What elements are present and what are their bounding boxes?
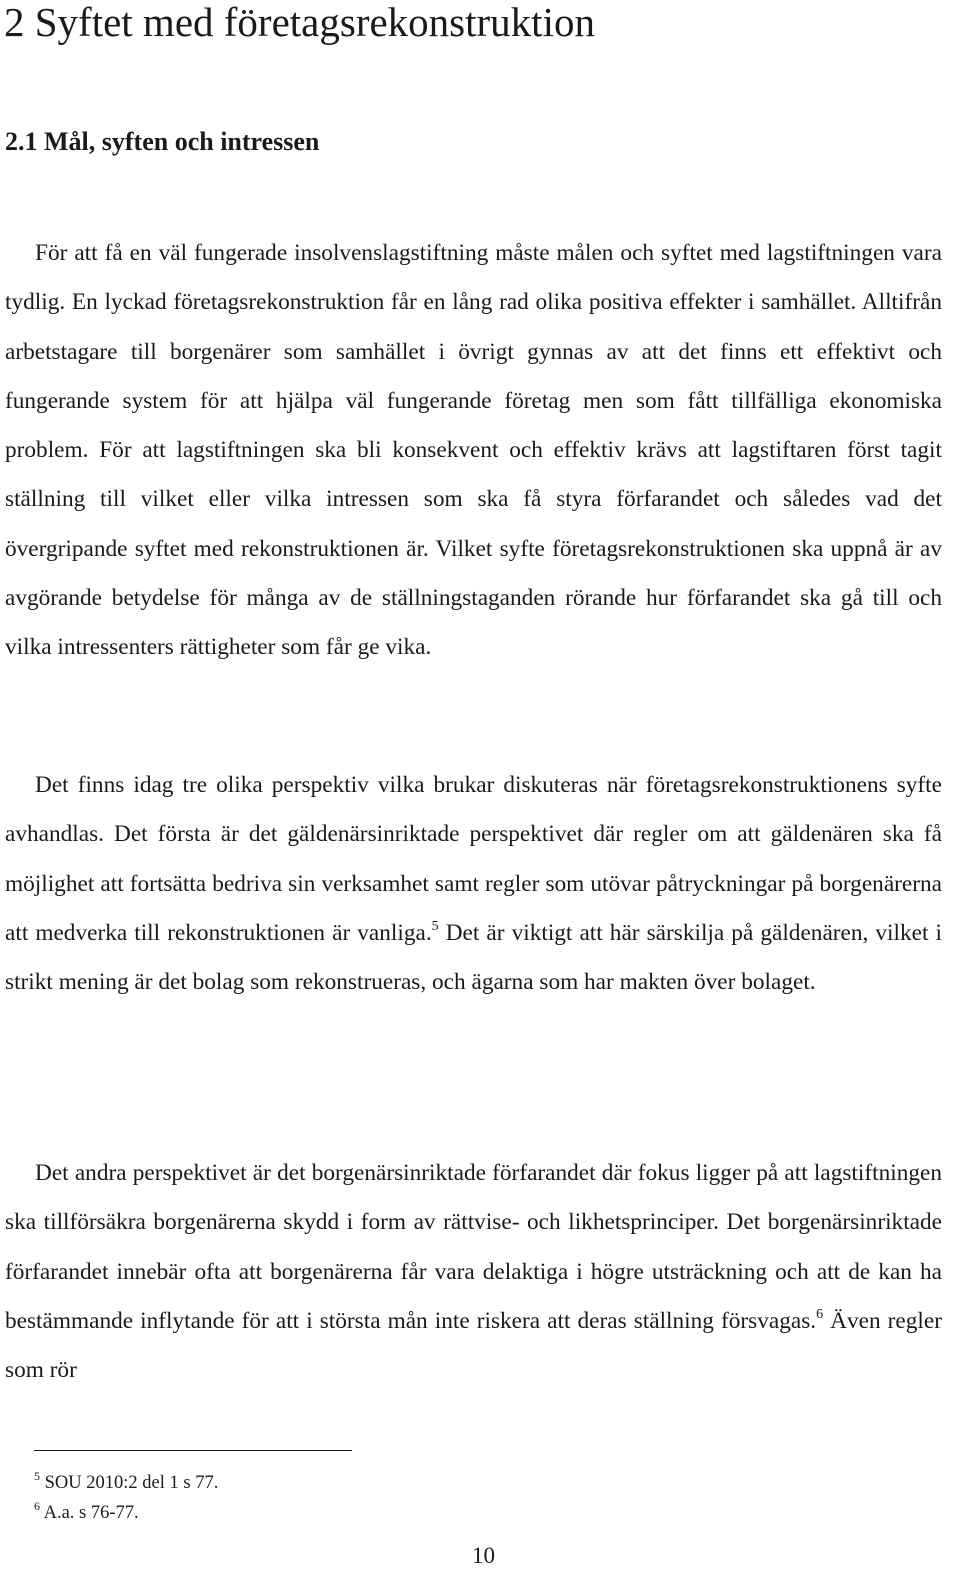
footnote-separator [34,1450,352,1451]
paragraph-text: Det andra perspektivet är det borgenärsinriktade förfarandet där fokus ligger på att lagstiftningen ska tillförsäkra borgenärerna skydd i form av rättvise- och likhetsprinciper. Det borgenärsinriktade förfarandet innebär ofta att borgenärerna får vara delaktiga i högre utsträckning och att de kan ha bestämmande inflytande för att i största mån inte riskera att deras ställning försvagas. [5,1160,942,1334]
footnote-5 [34,1471,218,1495]
footnote-number: 6 [34,1499,40,1513]
page-number: 10 [472,1543,495,1568]
paragraph-goals-purposes [5,229,942,673]
paragraph-text: För att få en väl fungerade insolvenslagstiftning måste målen och syftet med lagstiftningen vara tydlig. En lyckad företagsrekonstruktion får en lång rad olika positiva effekter i samhället. Alltifrån arbetstagare till borgenärer som samhället i övrigt gynnas av att det finns ett effektivt och fungerande system för att hjälpa väl fungerande företag men som fått tillfälliga ekonomiska problem. För att lagstiftningen ska bli konsekvent och effektiv krävs att lagstiftaren först tagit ställning till vilket eller vilka intressen som ska få styra förfarandet och således vad det övergripande syftet med rekonstruktionen är. Vilket syfte företagsrekonstruktionen ska uppnå är av avgörande betydelse för många av de ställningstaganden rörande hur förfarandet ska gå till och vilka intressenters rättigheter som får ge vika. [5,240,942,661]
footnote-text: A.a. s 76-77. [40,1503,139,1523]
paragraph-text: Även regler som rör [5,1307,942,1384]
section-title: 2.1 Mål, syften och intressen [5,127,320,156]
paragraph-creditor-perspective [5,1149,942,1395]
footnote-6 [34,1501,139,1525]
paragraph-text: Det är viktigt att här särskilja på gäldenären, vilket i strikt mening är det bolag som rekonstrueras, och ägarna som har makten över bolaget. [5,919,942,996]
chapter-title: 2 Syftet med företagsrekonstruktion [4,0,595,45]
footnote-text: SOU 2010:2 del 1 s 77. [40,1473,219,1493]
paragraph-debtor-perspective [5,761,942,1007]
footnote-reference-5[interactable]: 5 [431,918,439,934]
footnote-reference-6[interactable]: 6 [816,1306,824,1322]
paragraph-text: Det finns idag tre olika perspektiv vilka brukar diskuteras när företagsrekonstruktionens syfte avhandlas. Det första är det gäldenärsinriktade perspektivet där regler om att gäldenären ska få möjlighet att fortsätta bedriva sin verksamhet samt regler som utövar påtryckningar på borgenärerna att medverka till rekonstruktionen är vanliga. [5,772,942,946]
footnote-number: 5 [34,1469,40,1483]
